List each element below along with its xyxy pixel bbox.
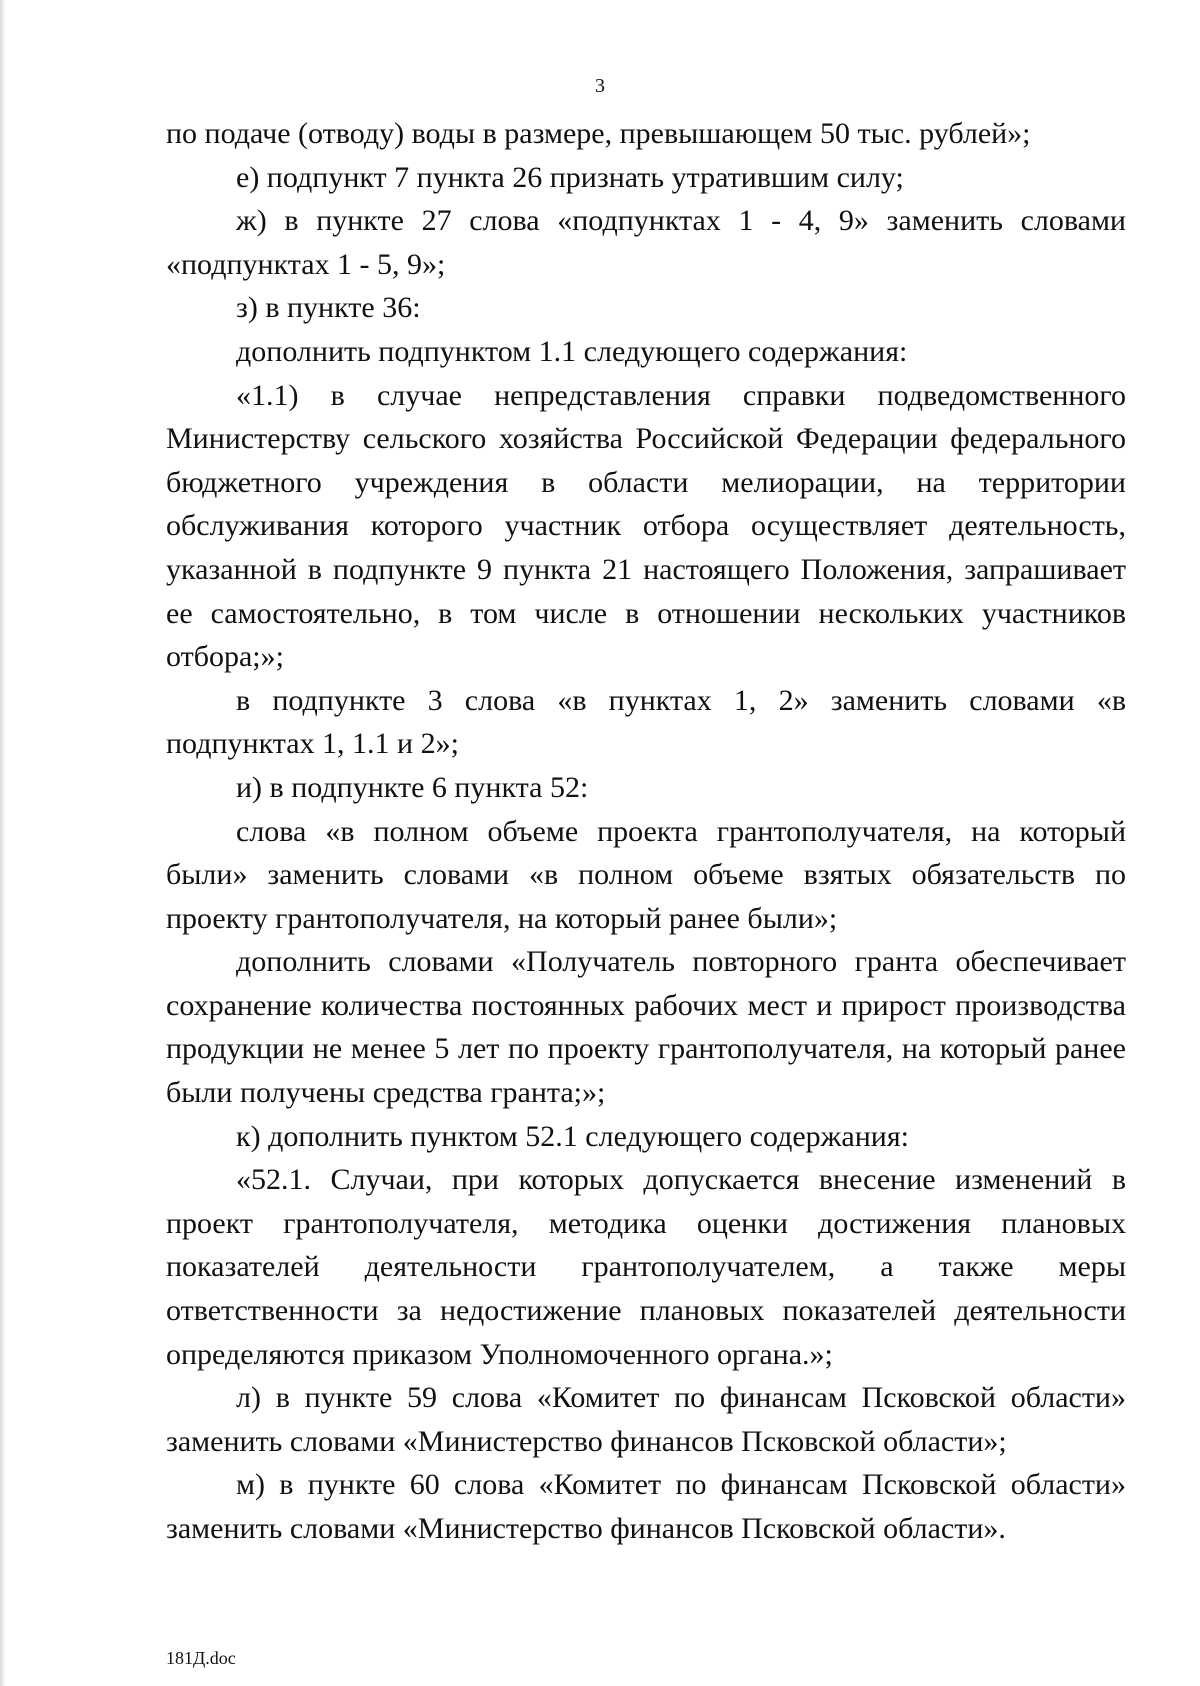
footer-filename: 181Д.doc xyxy=(166,1648,236,1668)
paragraph: м) в пункте 60 слова «Комитет по финансам Псковской области» заменить словами «Министерство финансов Псковской области». xyxy=(166,1468,1126,1545)
paragraph: ж) в пункте 27 слова «подпунктах 1 - 4, 9» заменить словами «подпунктах 1 - 5, 9»; xyxy=(166,204,1126,281)
paragraph: «52.1. Случаи, при которых допускается внесение изменений в проект грантополучателя, методика оценки достижения плановых показателей деятельности грантополучателем, а также меры ответственности за недостижение плановых показателей деятельности определяются приказом Уполномоченного органа.»; xyxy=(166,1163,1126,1371)
paragraph: «1.1) в случае непредставления справки подведомственного Министерству сельского хозяйства Российской Федерации федерального бюджетного учреждения в области мелиорации, на территории обслуживания которого участник отбора осуществляет деятельность, указанной в подпункте 9 пункта 21 настоящего Положения, запрашивает ее самостоятельно, в том числе в отношении нескольких участников отбора;»; xyxy=(166,378,1126,674)
paragraph: слова «в полном объеме проекта грантополучателя, на который были» заменить словами «в полном объеме взятых обязательств по проекту грантополучателя, на который ранее были»; xyxy=(166,814,1126,935)
scan-edge xyxy=(0,0,6,1686)
paragraph: е) подпункт 7 пункта 26 признать утратившим силу; xyxy=(236,160,904,194)
paragraph: и) в подпункте 6 пункта 52: xyxy=(236,770,589,804)
paragraph: з) в пункте 36: xyxy=(236,291,421,325)
paragraph: дополнить словами «Получатель повторного гранта обеспечивает сохранение количества постоянных рабочих мест и прирост производства продукции не менее 5 лет по проекту грантополучателя, на который ранее были получены средства гранта;»; xyxy=(166,945,1126,1110)
paragraph: по подаче (отводу) воды в размере, превышающем 50 тыс. рублей»; xyxy=(166,117,1031,150)
paragraph: к) дополнить пунктом 52.1 следующего содержания: xyxy=(236,1119,909,1153)
paragraph: в подпункте 3 слова «в пунктах 1, 2» заменить словами «в подпунктах 1, 1.1 и 2»; xyxy=(166,683,1126,761)
paragraph: л) в пункте 59 слова «Комитет по финансам Псковской области» заменить словами «Министерство финансов Псковской области»; xyxy=(166,1381,1126,1458)
page-number: 3 xyxy=(595,75,605,97)
paragraph: дополнить подпунктом 1.1 следующего содержания: xyxy=(236,334,908,368)
document-body xyxy=(166,112,1126,1551)
